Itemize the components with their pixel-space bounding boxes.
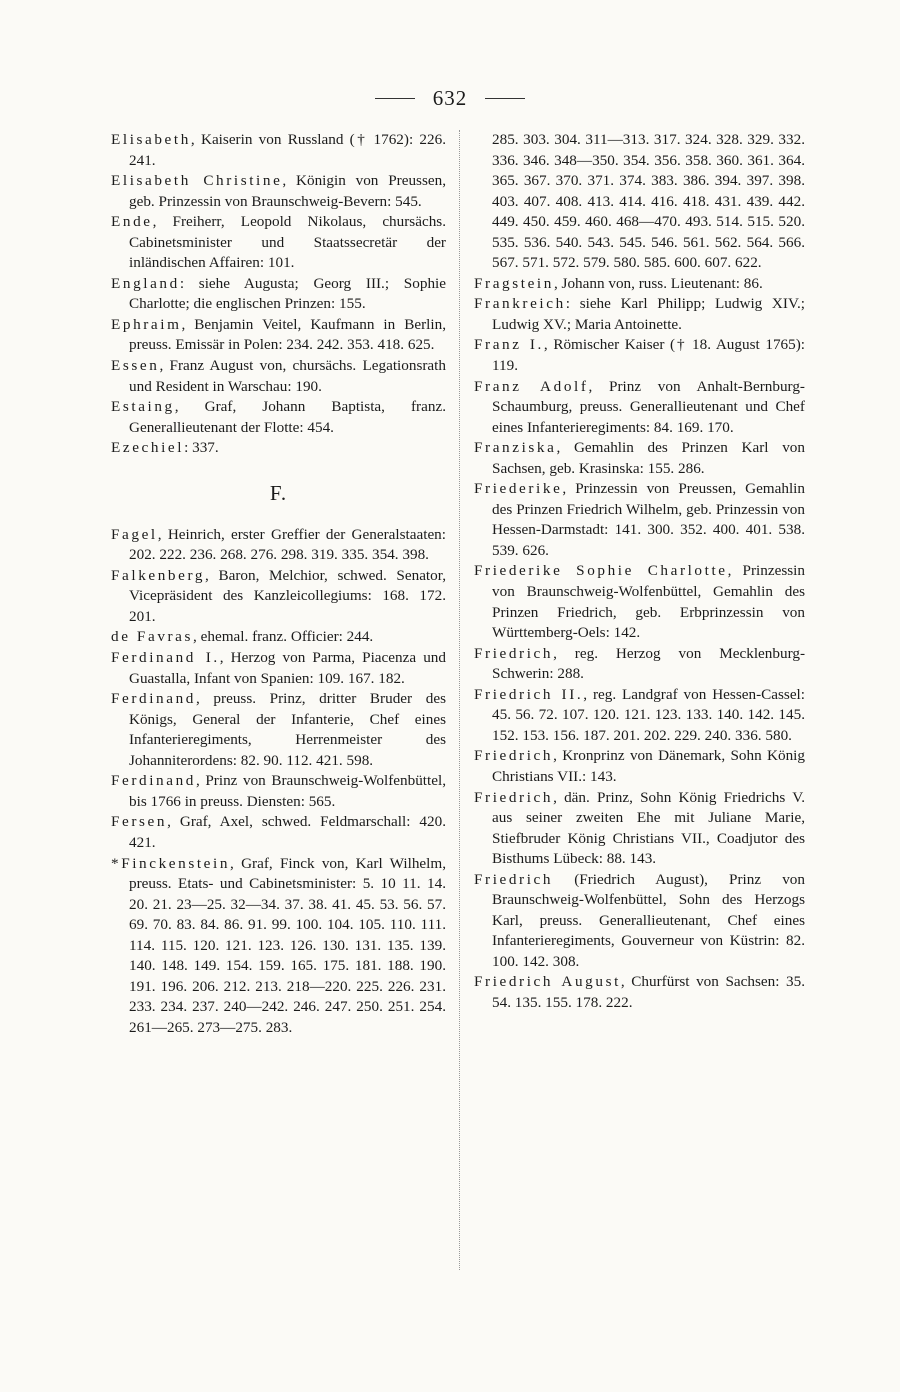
entry-head: Frankreich — [474, 295, 566, 313]
entry-head: Friedrich — [474, 870, 554, 888]
entry-text: , Heinrich, erster Greffier der Generalstaaten: 202. 222. 236. 268. 276. 298. 319. 335. 354. 398. — [129, 525, 446, 564]
entry-text: , Prinzessin von Preussen, Gemahlin des Prinzen Friedrich Wilhelm, geb. Prinzessin von Hessen-Darmstadt: 141. 300. 352. 400. 401. 538. 539. 626. — [492, 480, 805, 559]
index-entry — [111, 315, 446, 356]
index-entry — [111, 171, 446, 212]
entry-head: Friedrich — [474, 788, 554, 806]
entry-text: , Herzog von Parma, Piacenza und Guastalla, Infant von Spanien: 109. 167. 182. — [129, 649, 446, 687]
entry-text: , Franz August von, chursächs. Legationsrath und Resident in Warschau: 190. — [129, 357, 446, 395]
entry-text: : 337. — [184, 439, 219, 457]
entry-head: Fragstein — [474, 274, 554, 292]
entry-head: Elisabeth — [111, 131, 191, 148]
entry-head: Friedrich — [474, 747, 554, 765]
entry-head: Falkenberg — [111, 566, 206, 584]
index-entry — [111, 566, 446, 628]
entry-text: , Freiherr, Leopold Nikolaus, chursächs. Cabinetsminister und Staatssecretär der inländischen Affairen: 101. — [129, 213, 446, 272]
index-entry — [111, 525, 446, 566]
entry-head: Ezechiel — [111, 439, 185, 457]
entry-head: Ferdinand I. — [111, 649, 220, 667]
entry-head: Elisabeth Christine — [111, 172, 283, 190]
index-entry — [111, 648, 446, 689]
index-entry — [474, 870, 805, 973]
entry-head: de Favras — [111, 628, 194, 646]
entry-head: Fagel — [111, 525, 158, 543]
entry-text: , reg. Landgraf von Hessen-Cassel: 45. 56. 72. 107. 120. 121. 123. 133. 140. 142. 145. 152. 153. 156. 187. 201. 202. 229. 240. 336. 580. — [492, 685, 805, 744]
entry-text: , Graf, Axel, schwed. Feldmarschall: 420. 421. — [129, 813, 446, 851]
index-entry — [474, 685, 805, 747]
entry-head: Essen — [111, 357, 160, 375]
entry-head: Friedrich — [474, 644, 554, 662]
entry-head: England — [111, 274, 180, 292]
entry-head: Fersen — [111, 813, 168, 831]
index-entry — [474, 294, 805, 335]
entry-text: (Friedrich August), Prinz von Braunschweig-Wolfenbüttel, Sohn des Herzogs Karl, preuss. Generallieutenant, Chef eines Infanterieregiments, Gouverneur von Küstrin: 82. 100. 142. 308. — [492, 870, 805, 970]
entry-head: Friederike Sophie Charlotte — [474, 562, 728, 580]
entry-text: , Kaiserin von Russland († 1762): 226. 241. — [129, 131, 446, 169]
index-entry — [111, 438, 446, 459]
entry-head: Ephraim — [111, 315, 182, 333]
index-entry — [111, 397, 446, 438]
entry-text: , Johann von, russ. Lieutenant: 86. — [553, 274, 763, 292]
entry-head: Ende — [111, 213, 153, 231]
index-entry — [474, 746, 805, 787]
entry-head: Franziska — [474, 439, 557, 457]
page-number: 632 — [432, 86, 468, 110]
entry-text: , Königin von Preussen, geb. Prinzessin von Braunschweig-Bevern: 545. — [129, 172, 446, 210]
entry-text: , Benjamin Veitel, Kaufmann in Berlin, preuss. Emissär in Polen: 234. 242. 353. 418. 625. — [129, 315, 446, 354]
entry-text: , Gemahlin des Prinzen Karl von Sachsen, geb. Krasinska: 155. 286. — [492, 439, 805, 477]
entry-head: Franz Adolf — [474, 377, 589, 395]
index-entry — [474, 274, 805, 295]
entry-head: Ferdinand — [111, 690, 196, 708]
index-entry — [111, 274, 446, 315]
header-rule-left — [375, 98, 415, 99]
entry-text: : siehe Augusta; Georg III.; Sophie Charlotte; die englischen Prinzen: 155. — [129, 274, 446, 313]
entry-text: , Graf, Johann Baptista, franz. Generallieutenant der Flotte: 454. — [129, 398, 446, 436]
entry-text: , Prinz von Braunschweig-Wolfenbüttel, bis 1766 in preuss. Diensten: 565. — [129, 772, 446, 810]
entry-text: : siehe Karl Philipp; Ludwig XIV.; Ludwig XV.; Maria Antoinette. — [492, 295, 805, 333]
entry-head: Friederike — [474, 480, 563, 498]
index-entry — [474, 561, 805, 643]
entry-head: Friedrich August — [474, 973, 621, 991]
left-column — [111, 130, 446, 1038]
index-entry — [111, 627, 446, 648]
column-divider — [459, 130, 460, 1270]
index-entry — [474, 479, 805, 561]
index-entry — [111, 356, 446, 397]
entry-text: , Churfürst von Sachsen: 35. 54. 135. 155. 178. 222. — [492, 973, 806, 1011]
entry-head: Friedrich II. — [474, 685, 584, 703]
continued-page-refs: 285. 303. 304. 311—313. 317. 324. 328. 329. 332. 336. 346. 348—350. 354. 356. 358. 360. 361. 364. 365. 367. 370. 371. 374. 383. 386. 394. 397. 398. 403. 407. 408. 413. 414. 416. 418. 431. 439. 442. 449. 450. 459. 460. 468—470. 493. 514. 515. 520. 535. 536. 540. 543. 545. 546. 561. 562. 564. 566. 567. 571. 572. 579. 580. 585. 600. 607. 622. — [492, 131, 805, 272]
section-letter: F. — [269, 480, 288, 505]
index-entry — [111, 771, 446, 812]
index-entry — [474, 788, 805, 870]
page-header — [0, 86, 900, 111]
index-entry — [111, 130, 446, 171]
entry-text: , Prinzessin von Braunschweig-Wolfenbüttel, Gemahlin des Prinzen Friedrich, geb. Erbprinzessin von Württemberg-Oels: 142. — [492, 562, 805, 642]
index-entry — [111, 689, 446, 771]
entry-text: , preuss. Prinz, dritter Bruder des Königs, General der Infanterie, Chef eines Infanterieregiments, Herrenmeister des Johanniterordens: 82. 90. 112. 421. 598. — [129, 690, 446, 769]
entry-text: , Prinz von Anhalt-Bernburg-Schaumburg, preuss. Generallieutenant und Chef eines Infanterieregiments: 84. 169. 170. — [492, 377, 805, 436]
entry-text: , dän. Prinz, Sohn König Friedrichs V. aus seiner zweiten Ehe mit Juliane Marie, Stiefbruder König Christians VII., Coadjutor des Bisthums Lübeck: 88. 143. — [492, 788, 805, 868]
right-column — [474, 130, 805, 1014]
index-entry — [111, 812, 446, 853]
header-rule-right — [485, 98, 525, 99]
index-entry — [474, 644, 805, 685]
index-entry — [474, 438, 805, 479]
entry-text: , Graf, Finck von, Karl Wilhelm, preuss. Etats- und Cabinetsminister: 5. 10 11. 14. 20. 21. 23—25. 32—34. 37. 38. 41. 45. 53. 56. 57. 69. 70. 83. 84. 86. 91. 99. 100. 104. 105. 110. 111. 114. 115. 120. 121. 123. 126. 130. 131. 135. 139. 140. 148. 149. 154. 159. 165. 175. 181. 188. 190. 191. 196. 206. 212. 213. 218—220. 225. 226. 231. 233. 234. 237. 240—242. 246. 247. 250. 251. 254. 261—265. 273—275. 283. — [129, 854, 446, 1036]
entry-head: Franz I. — [474, 336, 544, 354]
index-entry — [111, 212, 446, 274]
entry-text: , Römischer Kaiser († 18. August 1765): 119. — [492, 336, 805, 375]
entry-head: Estaing — [111, 398, 175, 416]
entry-text: , ehemal. franz. Officier: 244. — [193, 628, 374, 646]
entry-text: , Kronprinz von Dänemark, Sohn König Christians VII.: 143. — [492, 747, 805, 785]
index-entry — [474, 972, 805, 1013]
entry-text: , reg. Herzog von Mecklenburg-Schwerin: 288. — [492, 644, 805, 683]
index-entry — [111, 854, 446, 1039]
entry-head: Ferdinand — [111, 772, 196, 790]
index-entry — [474, 335, 805, 376]
index-entry — [474, 377, 805, 439]
entry-head: *Finckenstein — [111, 854, 231, 872]
entry-text: , Baron, Melchior, schwed. Senator, Vicepräsident des Kanzleicollegiums: 168. 172. 201. — [129, 566, 446, 625]
